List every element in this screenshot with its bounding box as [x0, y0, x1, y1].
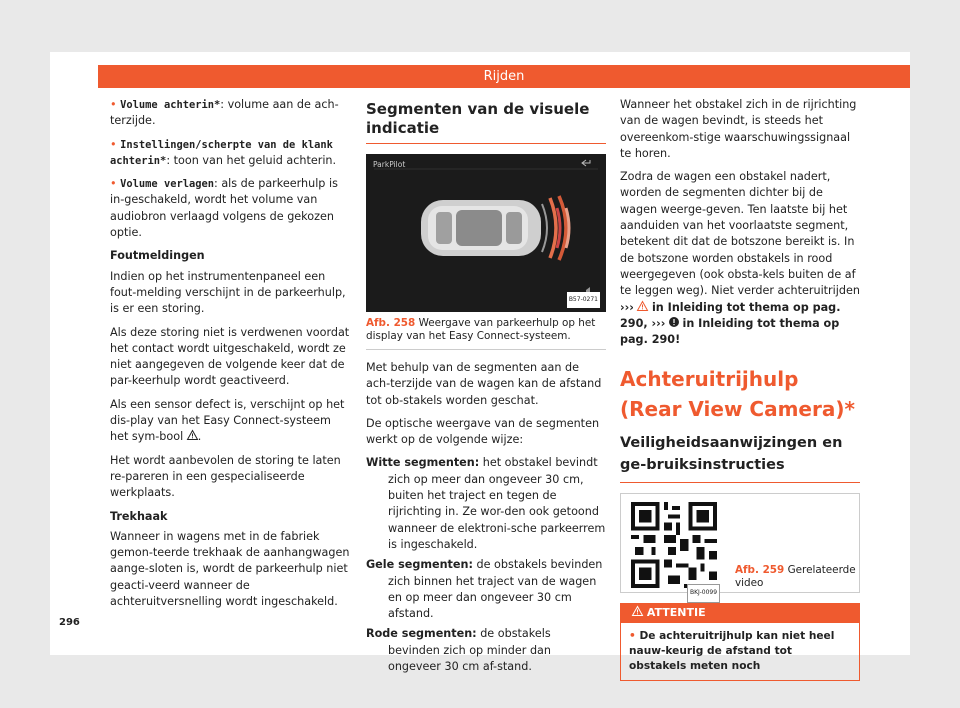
paragraph: Wanneer in wagens met in de fabriek gemon-teerde trekhaak de aanhangwagen aange-sloten is, wordt de parkeerhulp niet geacti-veerd wanneer de achteruitversnelling wordt ingeschakeld. — [110, 529, 350, 609]
paragraph: De optische weergave van de segmenten werkt op de volgende wijze: — [366, 416, 600, 447]
qr-caption — [735, 564, 859, 590]
warning-icon — [632, 603, 643, 623]
arrows-glyph: ››› — [651, 316, 666, 330]
menu-option: Volume achterin* — [120, 99, 221, 111]
caption-number: Afb. 258 — [366, 317, 416, 329]
section-heading: Veiligheidsaanwijzingen en ge-bruiksinstructies — [620, 432, 860, 483]
warning-header — [620, 603, 860, 623]
warning-icon — [187, 429, 198, 445]
column-left — [110, 97, 350, 617]
paragraph-end: ! — [675, 333, 681, 347]
list-item — [366, 626, 606, 675]
video-qr-box[interactable] — [620, 493, 860, 597]
figure-caption — [366, 312, 606, 350]
bullet-text: : volume aan de ach-terzijde. — [110, 98, 339, 128]
menu-option: Volume verlagen — [120, 178, 214, 191]
caption-number: Afb. 259 — [735, 564, 785, 577]
figure-label: ParkPilot — [373, 160, 406, 169]
figure-code: B57-0271 — [567, 292, 600, 308]
column-right — [620, 97, 860, 681]
caption-text: Gerelateerde video — [735, 564, 856, 590]
warning-icon — [637, 300, 648, 316]
item-desc: de obstakels bevinden zich binnen het traject van de wagen en op meer dan ongeveer 30 cm afstand. — [388, 558, 603, 621]
paragraph: Het wordt aanbevolen de storing te laten re-pareren in een gespecialiseerde werkplaats. — [110, 453, 341, 500]
caption-text: Weergave van parkeerhulp op het display van het Easy Connect-systeem. — [366, 317, 596, 342]
bullet-item — [110, 97, 350, 130]
bullet-item — [110, 137, 350, 170]
section-header: Rijden — [98, 65, 910, 88]
warning-title: ATTENTIE — [646, 606, 706, 620]
list-item — [366, 455, 606, 553]
qr-code-label: BKJ-0099 — [687, 584, 720, 602]
segment-list — [366, 455, 606, 675]
page-number: 296 — [59, 617, 80, 628]
item-term: Rode segmenten: — [366, 627, 477, 641]
info-circle-icon — [669, 316, 679, 332]
list-item — [366, 557, 606, 622]
menu-option: Instellingen/scherpte van de klank achterin* — [110, 138, 333, 167]
bullet-icon: • — [110, 177, 121, 191]
paragraph-text: Als een sensor defect is, verschijnt op het dis-play van het Easy Connect-systeem het sym-bool — [110, 397, 345, 444]
bullet-icon: • — [110, 137, 121, 151]
paragraph-end: . — [197, 430, 202, 444]
warning-body — [620, 623, 860, 681]
arrows-glyph: ››› — [620, 300, 634, 314]
bullet-icon: • — [110, 98, 121, 111]
bullet-text: : toon van het geluid achterin. — [166, 153, 337, 167]
paragraph: Als deze storing niet is verdwenen voordat het contact wordt uitgeschakeld, wordt ze niet aangegeven de volgende keer dat de par-keerhulp wordt geactiveerd. — [110, 325, 350, 388]
bullet-item — [110, 176, 350, 241]
manual-page — [50, 52, 910, 674]
car-top-view-image — [366, 154, 606, 312]
section-heading: Segmenten van de visuele indicatie — [366, 97, 606, 144]
column-middle — [366, 97, 606, 679]
chapter-heading: Achteruitrijhulp (Rear View Camera)* — [620, 367, 855, 422]
bullet-icon: • — [629, 630, 640, 643]
subheading-trekhaak: Trekhaak — [110, 509, 168, 523]
cross-reference-link[interactable]: in Inleiding tot thema op pag. 290 — [620, 316, 840, 347]
paragraph — [110, 397, 350, 446]
paragraph: Wanneer het obstakel zich in de rijrichting van de wagen bevindt, is steeds het overeenkom-stige waarschuwingssignaal te horen. — [620, 98, 857, 160]
item-desc: het obstakel bevindt zich op meer dan ongeveer 30 cm, buiten het traject en tegen de rijrichting in. Ze wor-den ook getoond wanneer de elektroni-sche parkeerrem is ingeschakeld. — [388, 456, 606, 551]
subheading-foutmeldingen: Foutmeldingen — [110, 249, 205, 263]
paragraph: Indien op het instrumentenpaneel een fout-melding verschijnt in de parkeerhulp, is er een storing. — [110, 269, 346, 316]
paragraph-text: Zodra de wagen een obstakel nadert, worden de segmenten dichter bij de wagen weerge-geven. Ten laatste bij het aanduiden van het voorlaatste segment, betekent dit dat de botszone bereikt is. In de botszone worden obstakels in rood weergegeven (ook obsta-kels buiten de af te leggen weg). Niet verder achteruitrijden — [620, 170, 860, 298]
bullet-text: : als de parkeerhulp is in-geschakeld, wordt het volume van audiobron verlaagd volgens de gekozen optie. — [110, 177, 338, 240]
qr-code-image — [631, 502, 717, 588]
item-desc: de obstakels bevinden zich op minder dan ongeveer 30 cm af-stand. — [388, 627, 551, 674]
paragraph: Met behulp van de segmenten aan de ach-terzijde van de wagen kan de afstand tot ob-stakels worden geschat. — [366, 361, 602, 407]
parkpilot-figure — [366, 154, 606, 312]
paragraph: Zodra de wagen een obstakel nadert, worden de segmenten dichter bij de wagen weerge-geven. Ten laatste bij het aanduiden van het voorlaatste segment, betekent dit dat de botszone bereikt is. In de botszone worden obstakels in rood weergegeven (ook obsta-kels buiten de af te leggen weg). Niet verder achteruitrijden ››› in Inleiding tot thema op pag. 290, ››› in Inleiding tot thema op pag. 290! — [620, 170, 860, 347]
item-term: Witte segmenten: — [366, 456, 480, 470]
cross-reference-link[interactable]: in Inleiding tot thema op pag. 290 — [620, 300, 841, 330]
item-term: Gele segmenten: — [366, 558, 473, 572]
warning-text: De achteruitrijhulp kan niet heel nauw-keurig de afstand tot obstakels meten noch — [629, 630, 835, 673]
